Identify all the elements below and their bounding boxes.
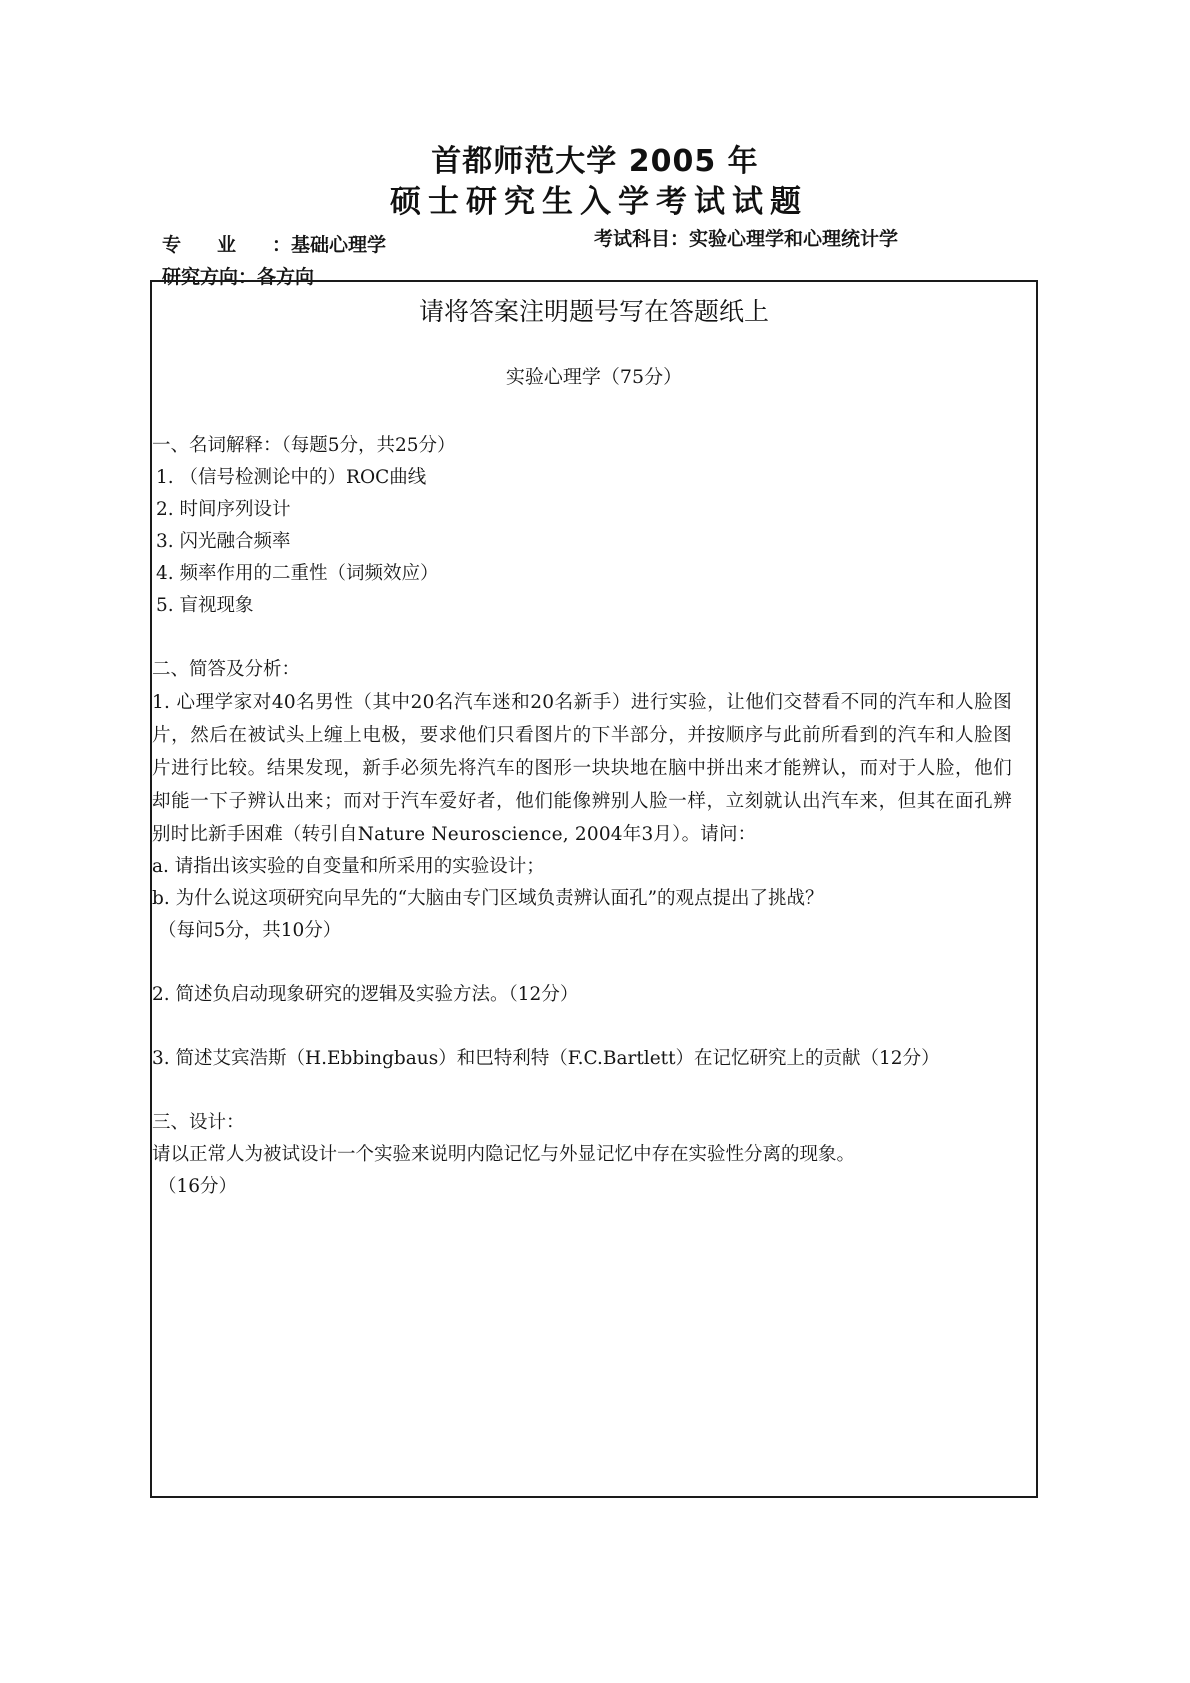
part3-text: 请以正常人为被试设计一个实验来说明内隐记忆与外显记忆中存在实验性分离的现象。	[152, 1144, 856, 1165]
title-university-year: 首都师范大学 2005 年	[431, 144, 759, 179]
part3-heading: 三、设计：	[152, 1112, 245, 1133]
spacer	[152, 1011, 1012, 1043]
part2-question-1b: b. 为什么说这项研究向早先的“大脑由专门区域负责辨认面孔”的观点提出了挑战？	[152, 888, 824, 909]
part1-heading: 一、名词解释：（每题5分，共25分）	[152, 435, 456, 456]
part1-item-5: 5. 盲视现象	[156, 595, 254, 616]
question-content	[152, 430, 1012, 1203]
part2-question-3: 3. 简述艾宾浩斯（H.Ebbingbaus）和巴特利特（F.C.Bartlett）在记忆研究上的贡献（12分）	[152, 1048, 940, 1069]
major-label	[162, 230, 386, 257]
section-title: 实验心理学（75分）	[505, 366, 683, 388]
part1-item-1: 1. （信号检测论中的）ROC曲线	[156, 467, 427, 488]
spacer	[152, 622, 1012, 654]
part2-question-1a: a. 请指出该实验的自变量和所采用的实验设计；	[152, 856, 545, 877]
part2-question-1-score: （每问5分，共10分）	[158, 920, 342, 941]
answer-notice: 请将答案注明题号写在答题纸上	[418, 297, 769, 326]
part1-item-2: 2. 时间序列设计	[156, 499, 291, 520]
part2-question-2: 2. 简述负启动现象研究的逻辑及实验方法。（12分）	[152, 984, 579, 1005]
major-key: 专业	[162, 234, 273, 256]
part2-question-1: 1. 心理学家对40名男性（其中20名汽车迷和20名新手）进行实验，让他们交替看不同的汽车和人脸图片，然后在被试头上缠上电极，要求他们只看图片的下半部分，并按顺序与此前所看到的汽车和人脸图片进行比较。结果发现，新手必须先将汽车的图形一块块地在脑中拼出来才能辨认，而对于人脸，他们却能一下子辨认出来；而对于汽车爱好者，他们能像辨别人脸一样，立刻就认出汽车来，但其在面孔辨别时比新手困难（转引自Nature Neuroscience, 2004年3月）。请问：	[152, 692, 1012, 845]
research-direction: 研究方向：各方向	[162, 266, 315, 288]
part1-item-4: 4. 频率作用的二重性（词频效应）	[156, 563, 439, 584]
major-value: ：基础心理学	[272, 234, 387, 256]
part3-score: （16分）	[158, 1176, 238, 1197]
part1-item-3: 3. 闪光融合频率	[156, 531, 291, 552]
question-box	[150, 280, 1038, 1498]
exam-subject: 考试科目：实验心理学和心理统计学	[594, 228, 899, 250]
part2-heading: 二、简答及分析：	[152, 659, 301, 680]
spacer	[152, 1075, 1012, 1107]
title-exam-name: 硕士研究生入学考试试题	[390, 184, 808, 220]
spacer	[152, 947, 1012, 979]
